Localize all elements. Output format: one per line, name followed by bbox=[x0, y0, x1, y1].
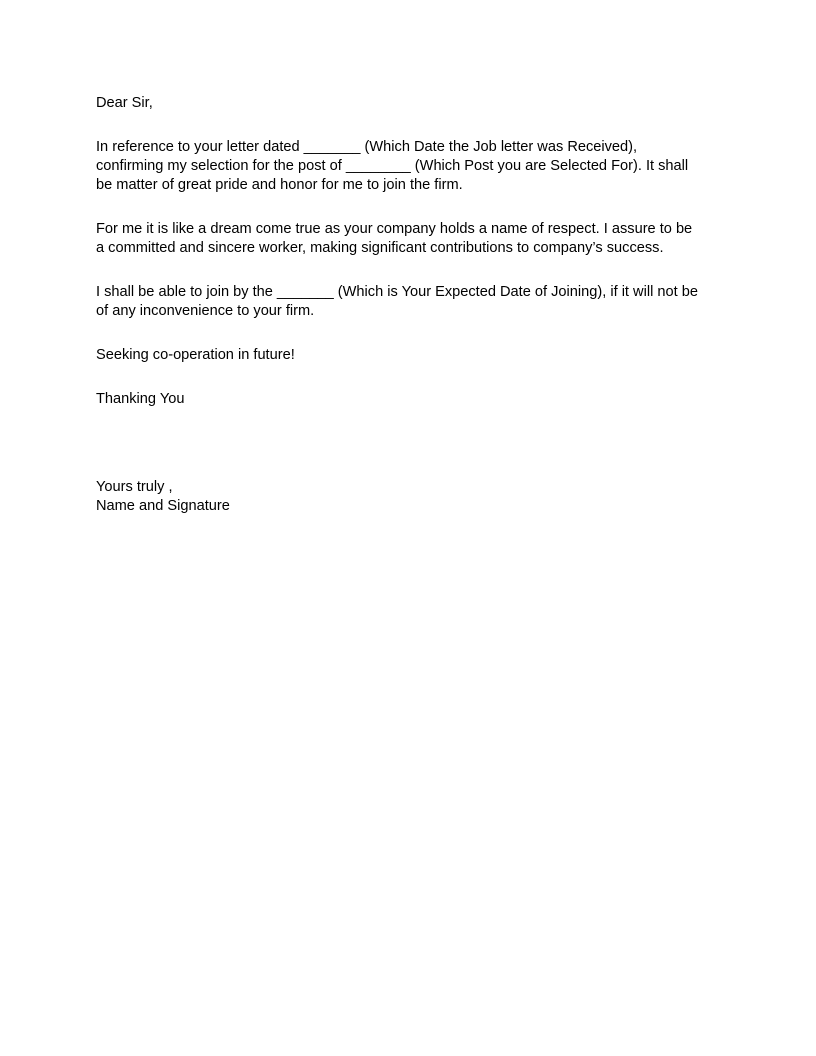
letter-body bbox=[96, 94, 702, 516]
signature-line: Name and Signature bbox=[96, 498, 230, 514]
salutation: Dear Sir, bbox=[96, 95, 153, 111]
cooperation-line: Seeking co-operation in future! bbox=[96, 347, 295, 363]
paragraph-reference: In reference to your letter dated _______ (Which Date the Job letter was Received), confirming my selection for the post of ________ (Which Post you are Selected For). It shall be matter of great pride and honor for me to join the firm. bbox=[96, 139, 689, 193]
paragraph-joining: I shall be able to join by the _______ (Which is Your Expected Date of Joining), if it will not be of any inconvenience to your firm. bbox=[96, 284, 698, 319]
closing-line: Yours truly , bbox=[96, 479, 173, 495]
thanks-line: Thanking You bbox=[96, 391, 185, 407]
paragraph-dream: For me it is like a dream come true as your company holds a name of respect. I assure to be a committed and sincere worker, making significant contributions to company’s success. bbox=[96, 221, 693, 256]
